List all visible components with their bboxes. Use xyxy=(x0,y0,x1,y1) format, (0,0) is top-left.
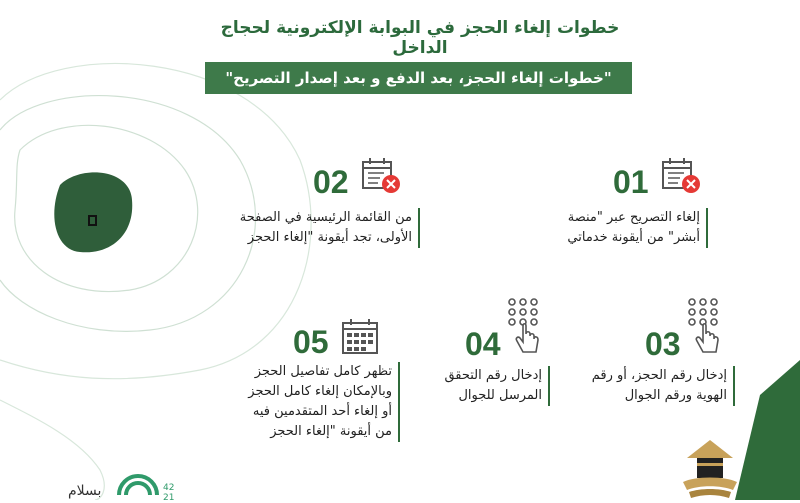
step-line: الأولى، تجد أيقونة "إلغاء الحجز xyxy=(247,230,412,245)
ministry-emblem-icon xyxy=(675,438,745,500)
step-line: تظهر كامل تفاصيل الحجز xyxy=(254,364,392,379)
step-description xyxy=(557,366,735,406)
step-description xyxy=(192,362,400,442)
keypad-tap-icon xyxy=(506,296,546,356)
step-line: أبشر" من أيقونة خدماتي xyxy=(567,230,700,245)
keypad-tap-icon xyxy=(686,296,726,356)
calendar-grid-icon xyxy=(340,318,380,356)
step-03 xyxy=(560,296,775,416)
step-line: إدخال رقم التحقق xyxy=(444,368,542,383)
step-number: 01 xyxy=(613,164,649,200)
calendar-cancel-icon xyxy=(660,156,702,196)
step-line: إلغاء التصريح عبر "منصة xyxy=(567,210,700,225)
step-number: 04 xyxy=(465,326,501,362)
subtitle-banner xyxy=(205,62,632,94)
step-line: المرسل للجوال xyxy=(458,388,542,403)
calendar-cancel-icon xyxy=(360,156,402,196)
step-description xyxy=(422,366,550,406)
step-02 xyxy=(205,150,420,260)
logo-text: بسلام xyxy=(68,483,102,499)
logo-number: 42 xyxy=(163,483,175,493)
step-line: من أيقونة "إلغاء الحجز xyxy=(270,424,392,439)
logo-number: 21 xyxy=(163,493,175,503)
step-line: إدخال رقم الحجز، أو رقم xyxy=(591,368,727,383)
step-description xyxy=(197,208,420,248)
step-number: 03 xyxy=(645,326,681,362)
step-line: وبالإمكان إلغاء كامل الحجز xyxy=(248,384,392,399)
logo-arcs-icon xyxy=(115,455,161,500)
step-line: أو إلغاء أحد المتقدمين فيه xyxy=(252,404,392,419)
step-line: من القائمة الرئيسية في الصفحة xyxy=(239,210,412,225)
step-04 xyxy=(420,296,550,416)
step-line: الهوية ورقم الجوال xyxy=(624,388,727,403)
step-01 xyxy=(545,150,760,260)
step-05 xyxy=(200,316,400,456)
step-number: 02 xyxy=(313,164,349,200)
bisalam-logo xyxy=(60,455,175,503)
step-number: 05 xyxy=(293,324,329,360)
step-description xyxy=(520,208,708,248)
subtitle-text: "خطوات إلغاء الحجز، بعد الدفع و بعد إصدار التصريح" xyxy=(225,69,612,87)
page-title: خطوات إلغاء الحجز في البوابة الإلكترونية لحجاج الداخل xyxy=(220,18,620,58)
